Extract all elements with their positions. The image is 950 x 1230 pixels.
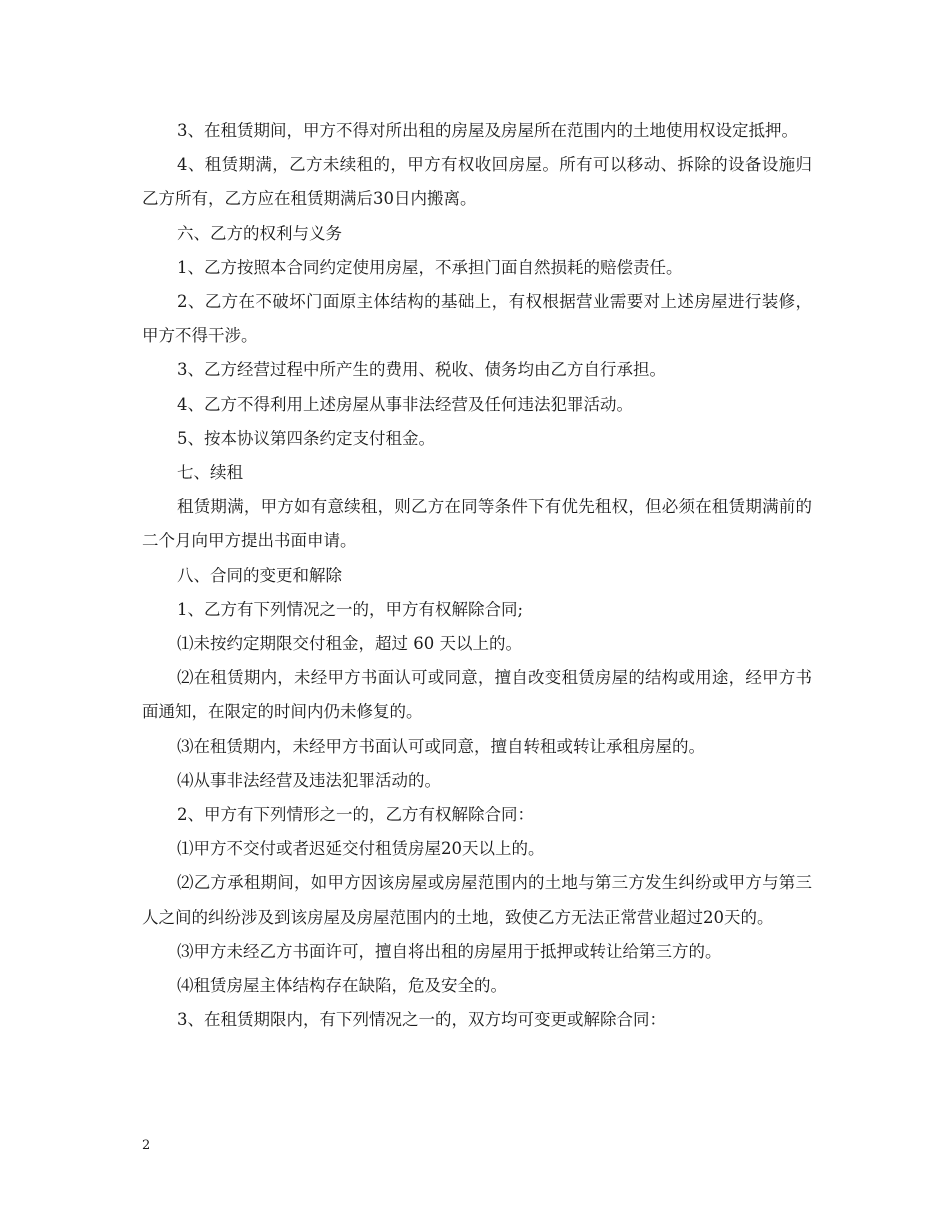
- paragraph-clause-8-2: 2、甲方有下列情形之一的，乙方有权解除合同：: [177, 805, 534, 825]
- paragraph-clause-6-4: 4、乙方不得利用上述房屋从事非法经营及任何违法犯罪活动。: [177, 394, 633, 414]
- paragraph-item-8-2-4: ⑷租赁房屋主体结构存在缺陷，危及安全的。: [177, 976, 507, 996]
- paragraph-item-8-1-2: ⑵在租赁期内，未经甲方书面认可或同意，擅自改变租赁房屋的结构或用途，经甲方书面通知，在限定的时间内仍未修复的。: [142, 668, 812, 722]
- paragraph-clause-6-3: 3、乙方经营过程中所产生的费用、税收、债务均由乙方自行承担。: [177, 360, 666, 380]
- section-heading-8: 八、合同的变更和解除: [177, 565, 342, 585]
- document-body: [142, 114, 812, 1037]
- paragraph-clause-8-3: 3、在租赁期限内，有下列情况之一的，双方均可变更或解除合同：: [177, 1010, 666, 1030]
- paragraph-clause-6-2: 2、乙方在不破坏门面原主体结构的基础上，有权根据营业需要对上述房屋进行装修，甲方不得干涉。: [142, 292, 812, 346]
- paragraph-item-8-1-4: ⑷从事非法经营及违法犯罪活动的。: [177, 770, 441, 790]
- paragraph-item-8-2-2: ⑵乙方承租期间，如甲方因该房屋或房屋范围内的土地与第三方发生纠纷或甲方与第三人之间的纠纷涉及到该房屋及房屋范围内的土地，致使乙方无法正常营业超过20天的。: [142, 873, 812, 927]
- paragraph-clause-5-3: 3、在租赁期间，甲方不得对所出租的房屋及房屋所在范围内的土地使用权设定抵押。: [177, 121, 798, 140]
- section-heading-6: 六、乙方的权利与义务: [177, 223, 342, 243]
- paragraph-clause-6-5: 5、按本协议第四条约定支付租金。: [177, 428, 435, 448]
- paragraph-item-8-1-3: ⑶在租赁期内，未经甲方书面认可或同意，擅自转租或转让承租房屋的。: [177, 736, 705, 756]
- paragraph-item-8-2-3: ⑶甲方未经乙方书面许可，擅自将出租的房屋用于抵押或转让给第三方的。: [177, 941, 722, 961]
- paragraph-clause-5-4: 4、租赁期满，乙方未续租的，甲方有权收回房屋。所有可以移动、拆除的设备设施归乙方所有，乙方应在租赁期满后30日内搬离。: [142, 155, 812, 209]
- paragraph-clause-6-1: 1、乙方按照本合同约定使用房屋，不承担门面自然损耗的赔偿责任。: [177, 257, 683, 277]
- section-heading-7: 七、续租: [177, 463, 243, 483]
- paragraph-clause-8-1: 1、乙方有下列情况之一的，甲方有权解除合同;: [177, 599, 524, 619]
- paragraph-item-8-2-1: ⑴甲方不交付或者迟延交付租赁房屋20天以上的。: [177, 839, 545, 859]
- paragraph-renewal: 租赁期满，甲方如有意续租，则乙方在同等条件下有优先租权，但必须在租赁期满前的二个月向甲方提出书面申请。: [142, 497, 812, 551]
- paragraph-item-8-1-1: ⑴未按约定期限交付租金，超过 60 天以上的。: [177, 634, 522, 654]
- page-number: 2: [142, 1138, 151, 1153]
